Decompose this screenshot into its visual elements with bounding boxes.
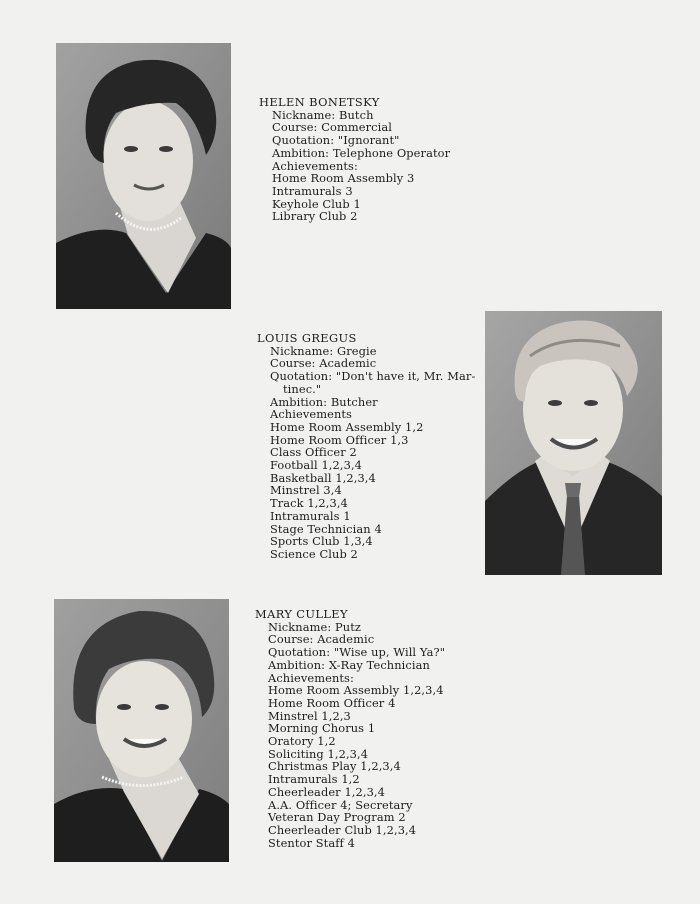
list-item: Morning Chorus 1	[268, 721, 376, 736]
nickname: Nickname: Butch	[272, 107, 374, 122]
list-item: Track 1,2,3,4	[270, 496, 348, 511]
entry-mary-culley	[255, 608, 445, 849]
list-item: Home Room Assembly 1,2,3,4	[268, 683, 444, 698]
achievements-list	[270, 421, 475, 561]
portrait-louis-gregus	[485, 311, 662, 575]
entry-helen-bonetsky	[259, 96, 450, 223]
student-details	[270, 345, 475, 561]
list-item: Science Club 2	[270, 546, 358, 561]
list-item: Cheerleader Club 1,2,3,4	[268, 822, 417, 837]
student-details	[268, 621, 445, 850]
student-name: HELEN BONETSKY	[259, 95, 380, 109]
quotation: Quotation: "Ignorant"	[272, 133, 400, 148]
list-item: Class Officer 2	[270, 445, 357, 460]
list-item: Library Club 2	[272, 209, 358, 224]
list-item: Christmas Play 1,2,3,4	[268, 759, 401, 774]
student-details	[272, 109, 450, 223]
list-item: Soliciting 1,2,3,4	[268, 746, 369, 761]
achievements-list	[268, 684, 445, 849]
achievements-list	[272, 172, 450, 223]
list-item: Minstrel 3,4	[270, 483, 342, 498]
list-item: Minstrel 1,2,3	[268, 708, 351, 723]
list-item: Home Room Assembly 1,2	[270, 419, 424, 434]
list-item: Home Room Officer 1,3	[270, 432, 409, 447]
ambition: Ambition: Butcher	[270, 394, 378, 409]
course: Course: Commercial	[272, 120, 393, 135]
student-name: LOUIS GREGUS	[257, 331, 357, 345]
student-name: MARY CULLEY	[255, 607, 348, 621]
list-item: Home Room Officer 4	[268, 695, 396, 710]
entry-louis-gregus	[257, 332, 475, 561]
list-item: Sports Club 1,3,4	[270, 534, 373, 549]
portrait-mary-culley	[54, 599, 229, 862]
portrait-helen-bonetsky	[56, 43, 231, 309]
nickname: Nickname: Gregie	[270, 343, 377, 358]
course: Course: Academic	[270, 356, 377, 371]
list-item: Oratory 1,2	[268, 734, 336, 749]
list-item: A.A. Officer 4; Secretary	[268, 797, 413, 812]
ambition: Ambition: X-Ray Technician	[268, 657, 430, 672]
achievements-label: Achievements:	[268, 670, 354, 685]
quotation: Quotation: "Don't have it, Mr. Mar-	[270, 369, 476, 384]
list-item: Keyhole Club 1	[272, 196, 361, 211]
list-item: Home Room Assembly 3	[272, 171, 415, 186]
list-item: Intramurals 1,2	[268, 772, 360, 787]
achievements-label: Achievements:	[272, 158, 358, 173]
list-item: Intramurals 3	[272, 183, 353, 198]
list-item: Cheerleader 1,2,3,4	[268, 784, 386, 799]
achievements-label: Achievements	[270, 407, 353, 422]
ambition: Ambition: Telephone Operator	[272, 145, 451, 160]
list-item: Veteran Day Program 2	[268, 810, 406, 825]
quotation: Quotation: "Wise up, Will Ya?"	[268, 645, 446, 660]
list-item: Intramurals 1	[270, 508, 351, 523]
course: Course: Academic	[268, 632, 375, 647]
nickname: Nickname: Putz	[268, 619, 361, 634]
quotation-continued: tinec."	[283, 381, 322, 396]
list-item: Basketball 1,2,3,4	[270, 470, 376, 485]
list-item: Football 1,2,3,4	[270, 458, 363, 473]
list-item: Stentor Staff 4	[268, 835, 355, 850]
list-item: Stage Technician 4	[270, 521, 382, 536]
